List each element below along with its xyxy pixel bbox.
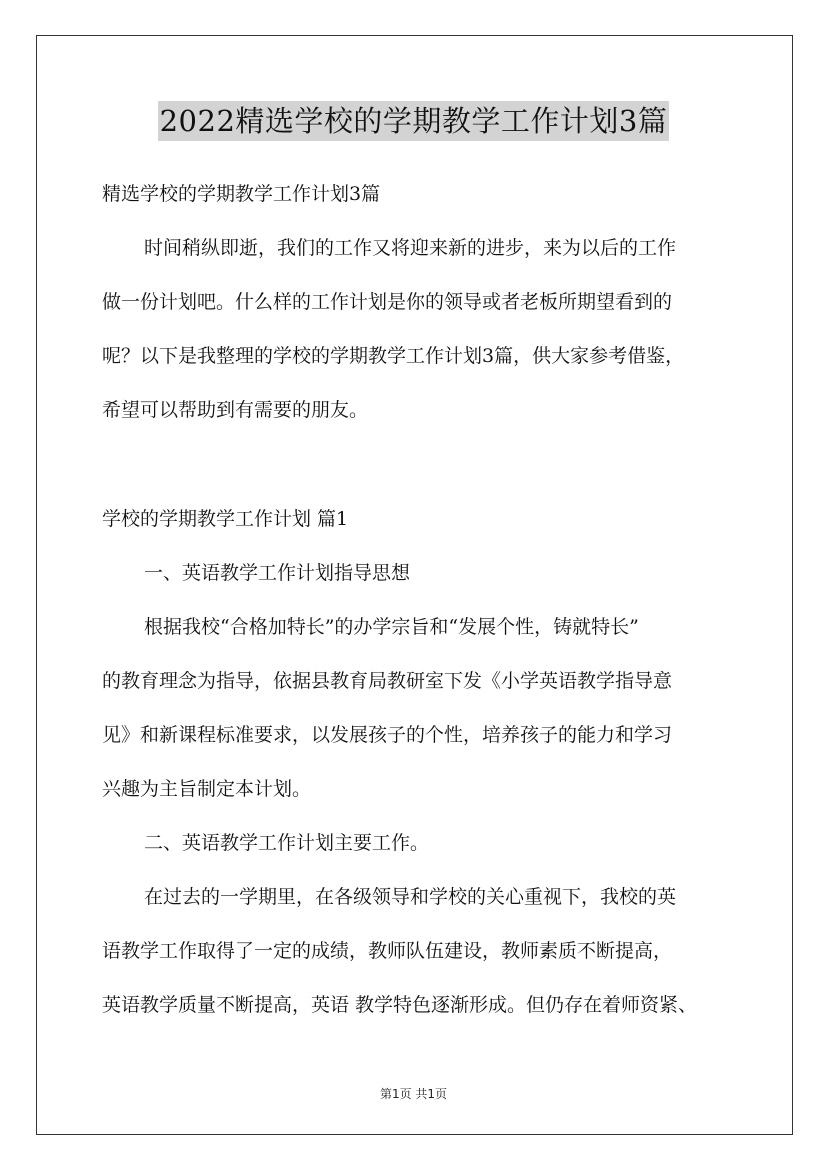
- heading-2: 二、英语教学工作计划主要工作。: [144, 832, 430, 854]
- page-number: 第1页 共1页: [379, 1087, 448, 1101]
- document-title: 2022精选学校的学期教学工作计划3篇: [158, 101, 670, 141]
- document-subtitle: 精选学校的学期教学工作计划3篇: [102, 183, 381, 205]
- para-2-line-3: 英语教学质量不断提高，英语 教学特色逐渐形成。但仍存在着师资紧、: [102, 994, 698, 1016]
- para-1-line-1: 根据我校“合格加特长”的办学宗旨和“发展个性，铸就特长”: [144, 616, 639, 638]
- intro-line-3: 呢？以下是我整理的学校的学期教学工作计划3篇，供大家参考借鉴，: [102, 345, 685, 367]
- intro-line-4: 希望可以帮助到有需要的朋友。: [102, 399, 369, 421]
- para-2-line-2: 语教学工作取得了一定的成绩，教师队伍建设，教师素质不断提高，: [102, 940, 673, 962]
- para-1-line-2: 的教育理念为指导，依据县教育局教研室下发《小学英语教学指导意: [102, 670, 673, 692]
- intro-line-1: 时间稍纵即逝，我们的工作又将迎来新的进步，来为以后的工作: [144, 237, 677, 259]
- para-2-line-1: 在过去的一学期里，在各级领导和学校的关心重视下，我校的英: [144, 886, 677, 908]
- para-1-line-4: 兴趣为主旨制定本计划。: [102, 778, 312, 800]
- heading-1: 一、英语教学工作计划指导思想: [144, 562, 411, 584]
- para-1-line-3: 见》和新课程标准要求，以发展孩子的个性，培养孩子的能力和学习: [102, 724, 673, 746]
- section-heading: 学校的学期教学工作计划 篇1: [102, 508, 349, 530]
- intro-line-2: 做一份计划吧。什么样的工作计划是你的领导或者老板所期望看到的: [102, 291, 673, 313]
- title-container: [0, 101, 827, 141]
